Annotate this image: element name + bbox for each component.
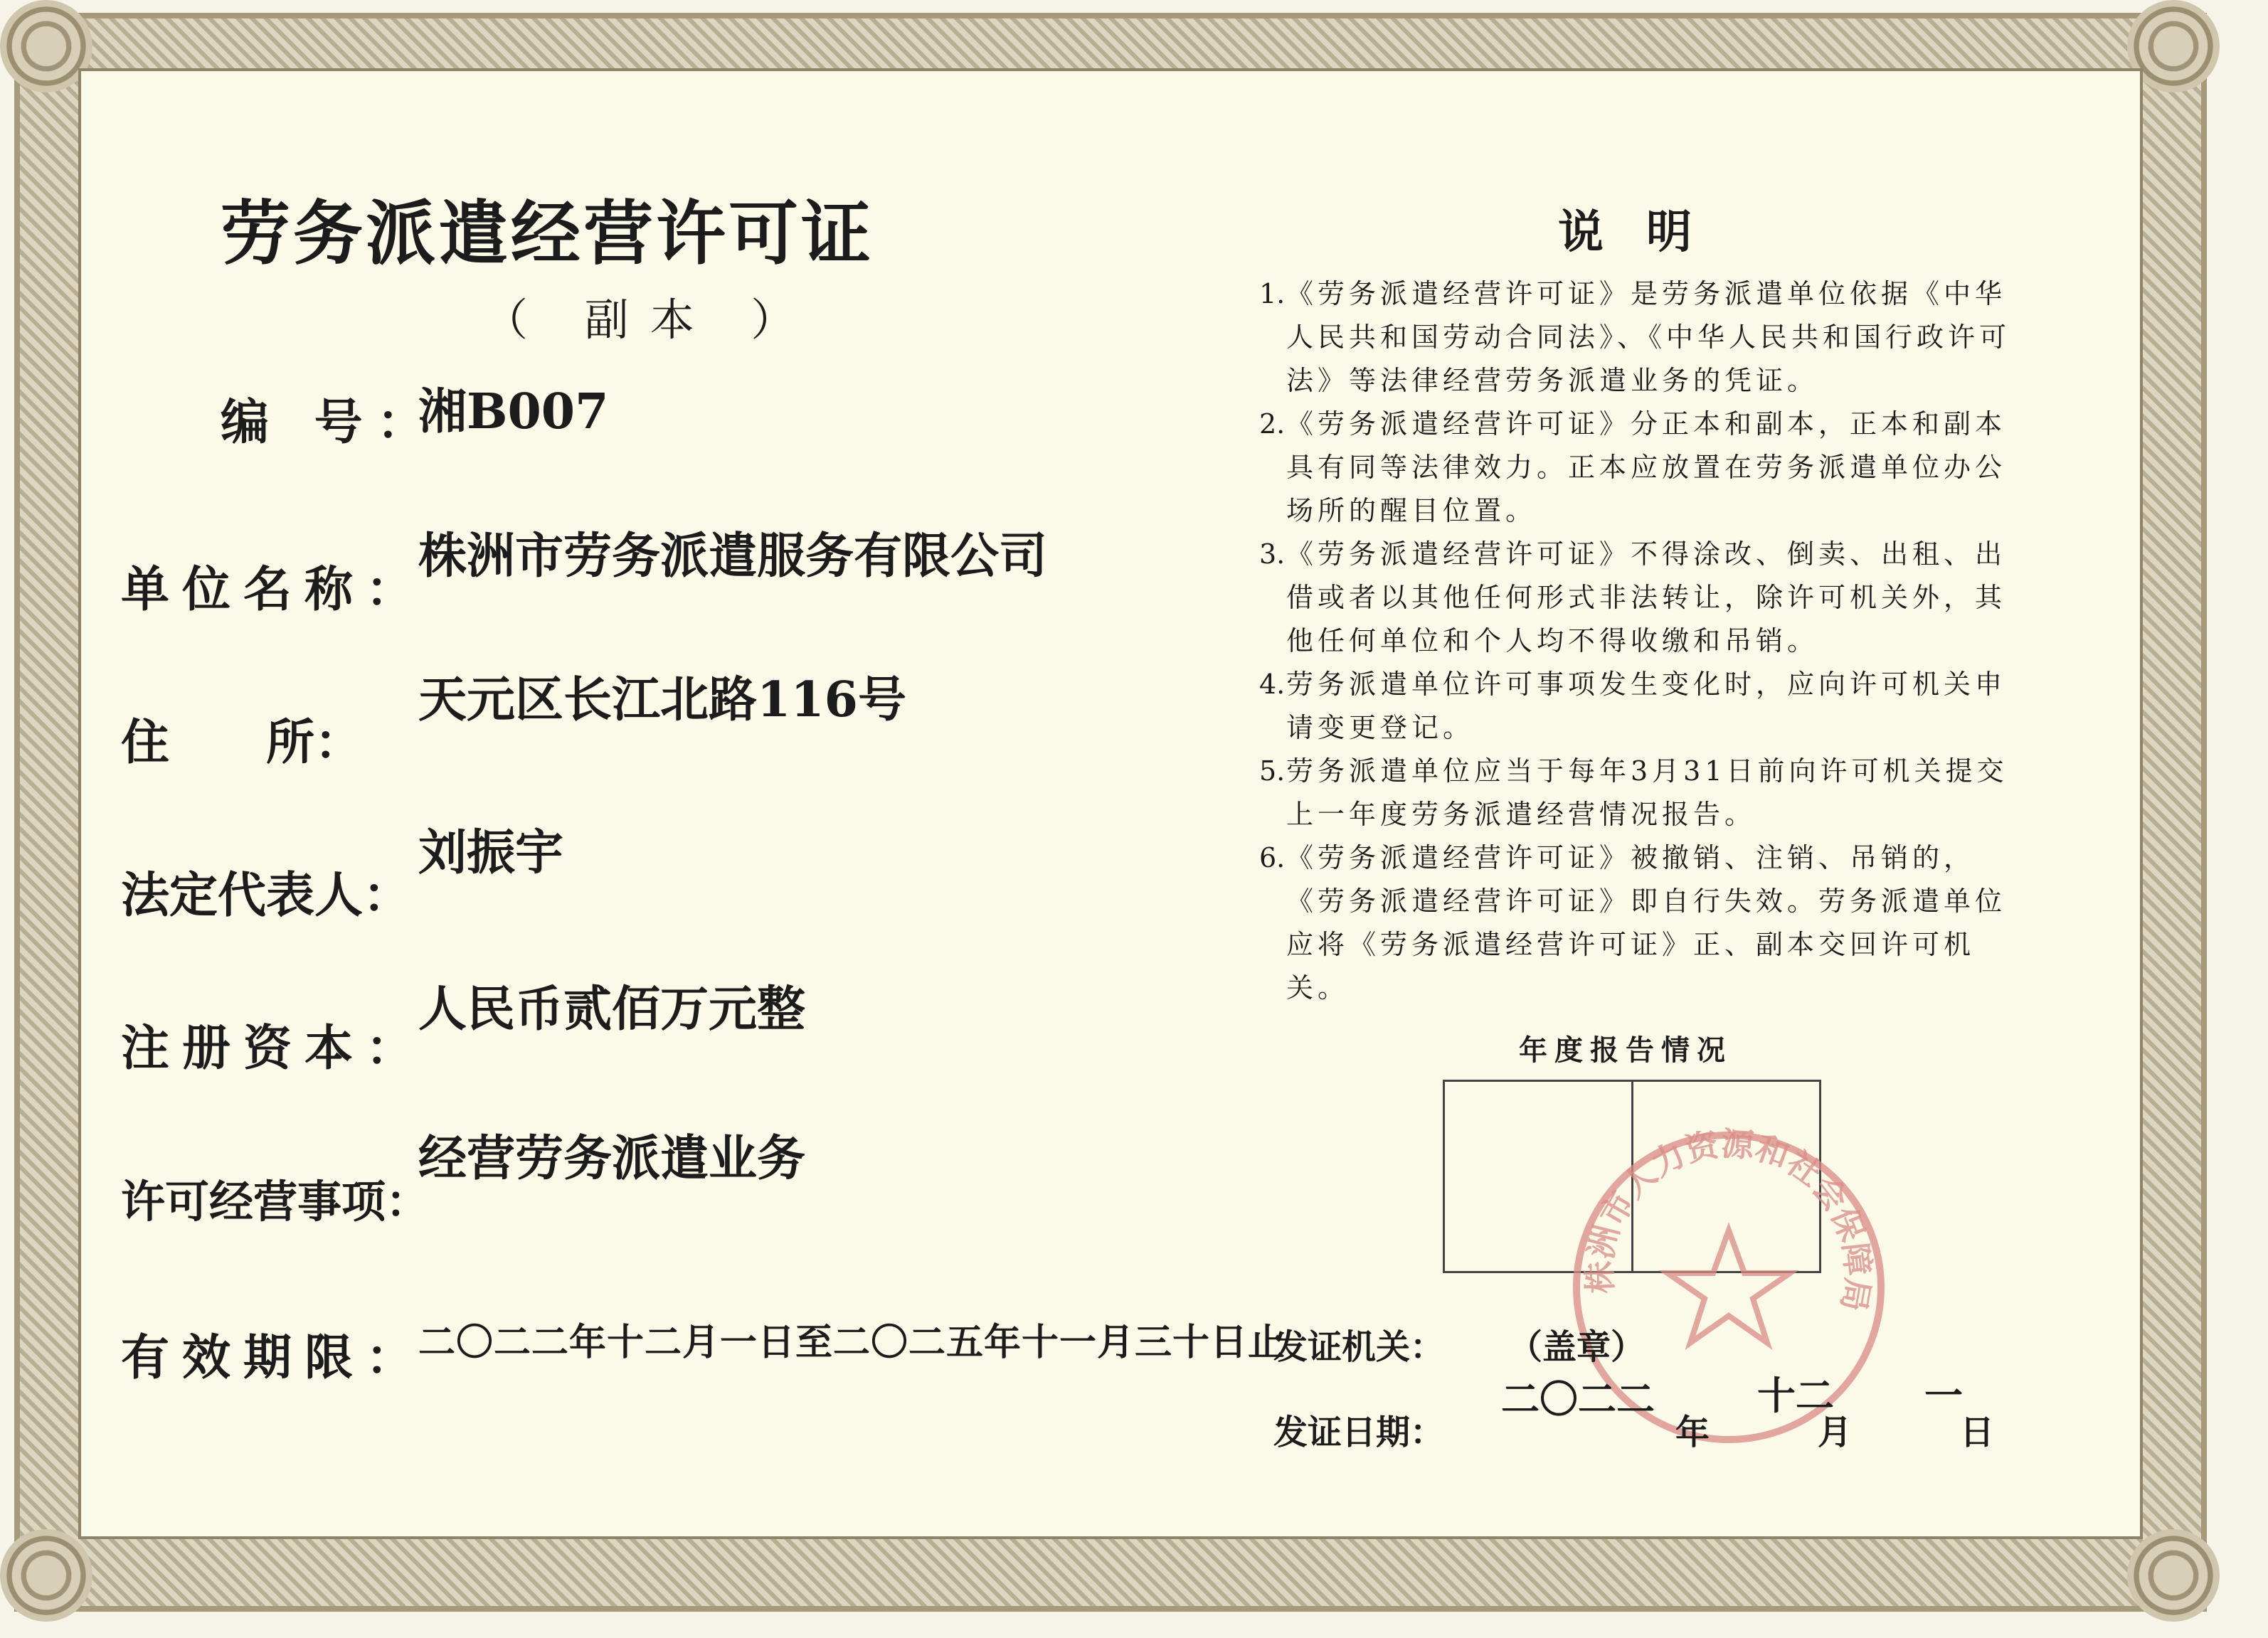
issue-day-unit: 日 [1960, 1413, 1995, 1452]
note-text: 《劳务派遣经营许可证》是劳务派遣单位依据《中华人民共和国劳动合同法》、《中华人民共和国行政许可法》等法律经营劳务派遣业务的凭证。 [1286, 278, 2011, 396]
note-item [1259, 272, 2020, 403]
note-text: 《劳务派遣经营许可证》被撤销、注销、吊销的，《劳务派遣经营许可证》即自行失效。劳务派遣单位应将《劳务派遣经营许可证》正、副本交回许可机关。 [1286, 842, 2007, 1004]
note-number: 4. [1259, 669, 1286, 700]
validity-value: 二〇二二年十二月一日至二〇二五年十一月三十日止 [418, 1321, 1286, 1364]
note-text: 劳务派遣单位许可事项发生变化时，应向许可机关申请变更登记。 [1286, 669, 2007, 743]
note-text: 《劳务派遣经营许可证》分正本和副本，正本和副本具有同等法律效力。正本应放置在劳务派遣单位办公场所的醒目位置。 [1286, 408, 2007, 526]
note-number: 1. [1259, 278, 1286, 309]
corner-ornament-icon [0, 1529, 92, 1622]
legal-rep-label: 法定代表人： [121, 867, 412, 924]
issue-year-unit: 年 [1675, 1413, 1710, 1452]
seal-note: （盖章） [1508, 1327, 1646, 1367]
issue-year-value: 二〇二二 [1501, 1376, 1655, 1422]
unit-name-label: 单位名称： [121, 561, 428, 618]
number-value: 湘B007 [418, 383, 609, 440]
note-text: 劳务派遣单位应当于每年3月31日前向许可机关提交上一年度劳务派遣经营情况报告。 [1286, 755, 2008, 830]
note-item [1259, 533, 2020, 663]
note-number: 6. [1259, 842, 1286, 873]
note-number: 2. [1259, 408, 1286, 440]
scope-label: 许可经营事项： [121, 1176, 430, 1228]
notes-list [1259, 272, 2020, 1010]
issue-date-label: 发证日期： [1273, 1413, 1445, 1452]
issue-month-value: 十二 [1757, 1373, 1834, 1418]
capital-label: 注册资本： [121, 1020, 428, 1077]
note-item [1259, 403, 2020, 533]
issue-day-value: 一 [1924, 1373, 1963, 1418]
note-item [1259, 750, 2020, 836]
address-value: 天元区长江北路116号 [418, 671, 906, 728]
issue-month-unit: 月 [1818, 1413, 1853, 1452]
authority-label: 发证机关： [1273, 1327, 1445, 1367]
scope-value: 经营劳务派遣业务 [418, 1130, 806, 1187]
note-number: 5. [1259, 755, 1286, 787]
note-text: 《劳务派遣经营许可证》不得涂改、倒卖、出租、出借或者以其他任何形式非法转让，除许可机关外，其他任何单位和个人均不得收缴和吊销。 [1286, 538, 2007, 656]
note-number: 3. [1259, 538, 1286, 570]
capital-value: 人民币贰佰万元整 [418, 981, 806, 1038]
annual-report-title: 年度报告情况 [1519, 1033, 1732, 1067]
legal-rep-value: 刘振宇 [418, 824, 564, 881]
certificate-subtitle: （ 副本 ） [484, 294, 817, 346]
svg-text:株洲市人力资源和社会保障局: 株洲市人力资源和社会保障局 [1580, 1124, 1878, 1314]
certificate-title: 劳务派遣经营许可证 [221, 193, 874, 275]
unit-name-value: 株洲市劳务派遣服务有限公司 [418, 528, 1048, 585]
notes-title: 说明 [1558, 206, 1734, 259]
note-item [1259, 663, 2020, 750]
note-item [1259, 836, 2020, 1010]
number-label: 编 号： [221, 394, 440, 451]
address-label: 住 所： [121, 714, 364, 771]
validity-label: 有效期限： [121, 1329, 428, 1386]
corner-ornament-icon [2127, 1529, 2220, 1622]
